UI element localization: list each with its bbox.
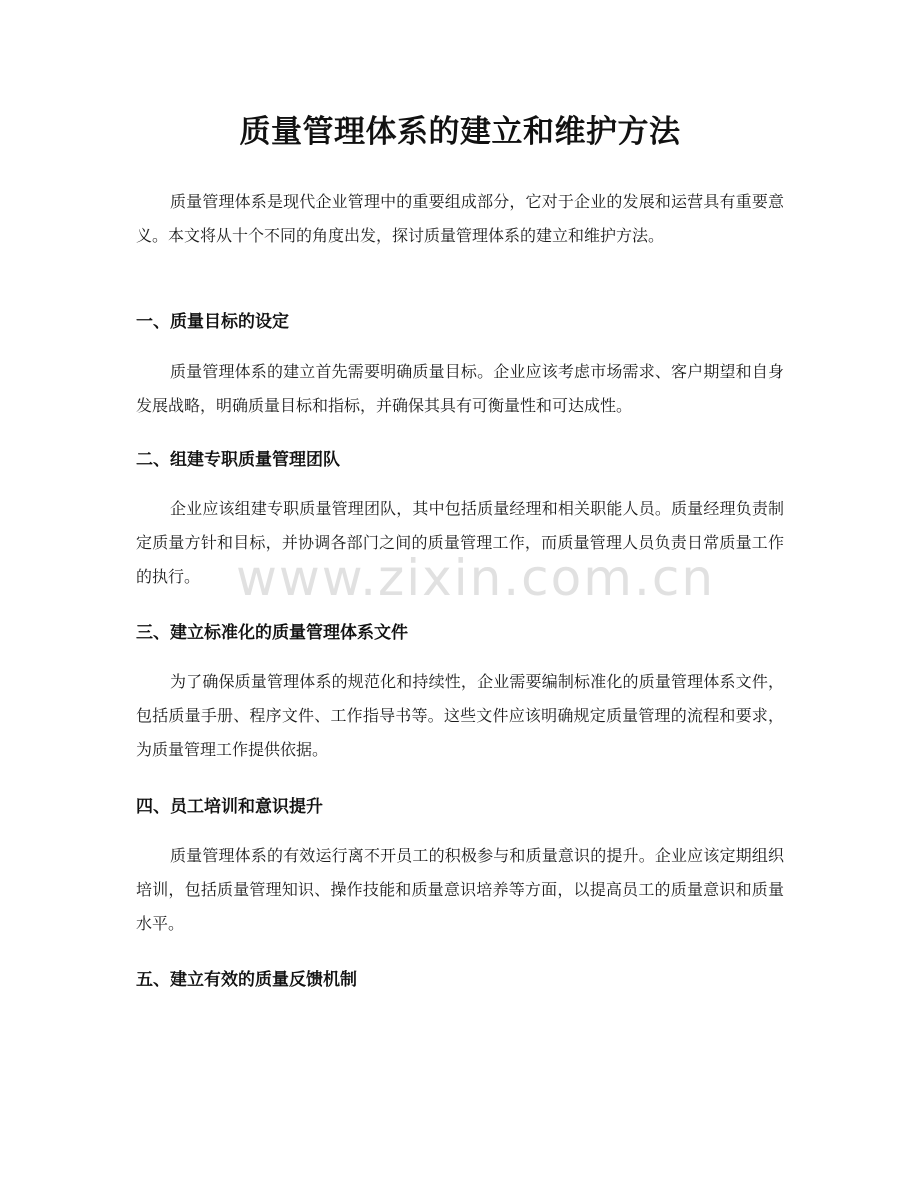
- section-heading-3: 三、建立标准化的质量管理体系文件: [136, 623, 408, 643]
- document-title: 质量管理体系的建立和维护方法: [239, 114, 681, 150]
- section-body-1: 质量管理体系的建立首先需要明确质量目标。企业应该考虑市场需求、客户期望和自身发展战略，明确质量目标和指标，并确保其具有可衡量性和可达成性。: [136, 362, 784, 415]
- section-body-4: 质量管理体系的有效运行离不开员工的积极参与和质量意识的提升。企业应该定期组织培训，包括质量管理知识、操作技能和质量意识培养等方面，以提高员工的质量意识和质量水平。: [136, 846, 784, 933]
- section-body-2: 企业应该组建专职质量管理团队，其中包括质量经理和相关职能人员。质量经理负责制定质量方针和目标，并协调各部门之间的质量管理工作，而质量管理人员负责日常质量工作的执行。: [136, 499, 784, 586]
- intro-paragraph: 质量管理体系是现代企业管理中的重要组成部分，它对于企业的发展和运营具有重要意义。本文将从十个不同的角度出发，探讨质量管理体系的建立和维护方法。: [136, 192, 784, 245]
- section-heading-1: 一、质量目标的设定: [136, 312, 289, 332]
- section-heading-2: 二、组建专职质量管理团队: [136, 450, 340, 470]
- section-body-3: 为了确保质量管理体系的规范化和持续性，企业需要编制标准化的质量管理体系文件，包括质量手册、程序文件、工作指导书等。这些文件应该明确规定质量管理的流程和要求，为质量管理工作提供依据。: [136, 672, 784, 759]
- section-heading-5: 五、建立有效的质量反馈机制: [136, 970, 357, 990]
- watermark: www.zixin.com.cn: [236, 549, 716, 607]
- section-heading-4: 四、员工培训和意识提升: [136, 797, 323, 817]
